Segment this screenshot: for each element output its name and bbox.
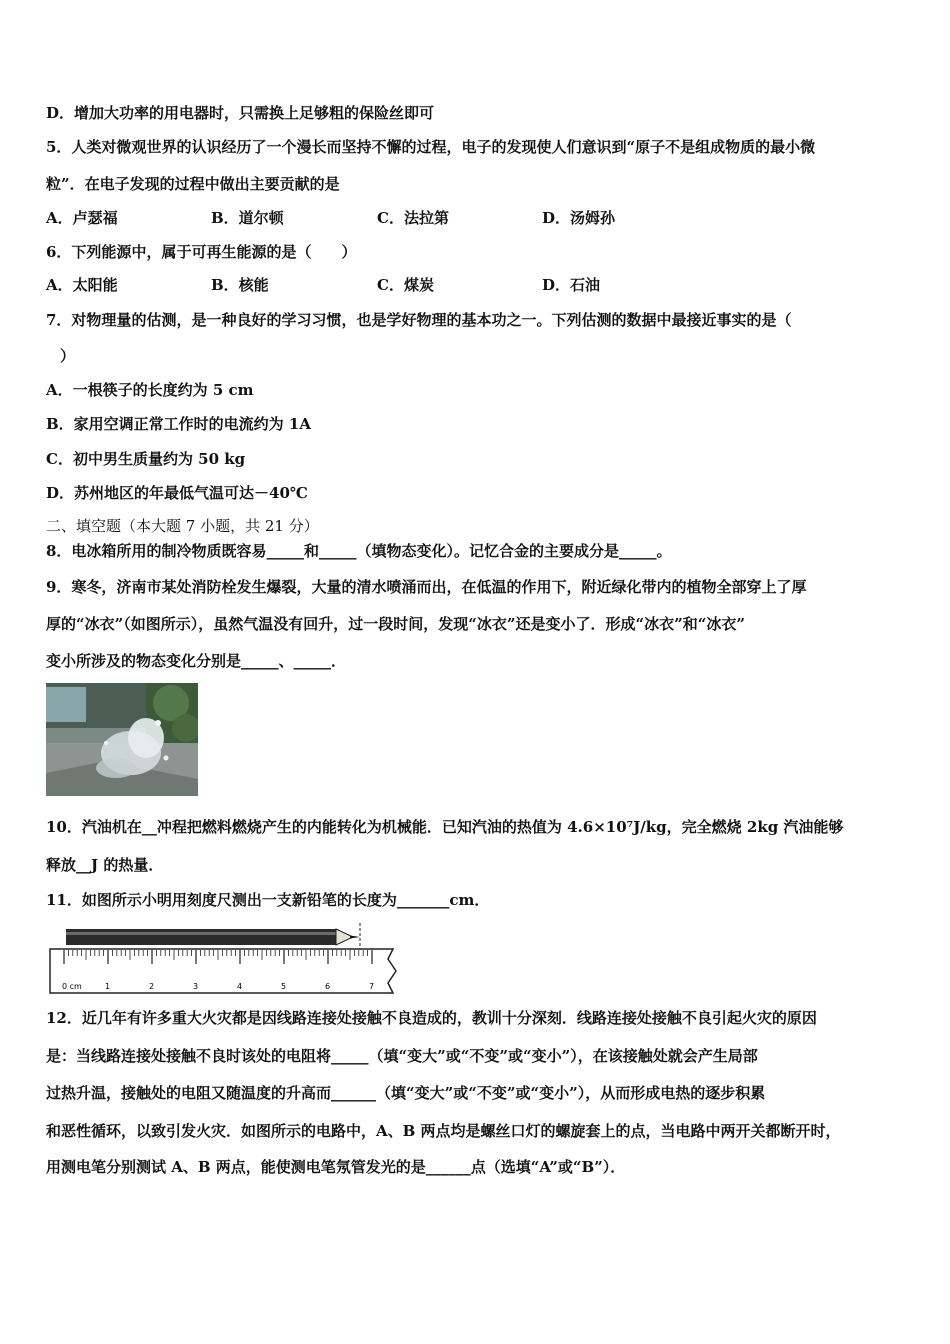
q5-option-c: C．法拉第 — [377, 209, 449, 227]
q10-stem-line1: 10．汽油机在__冲程把燃料燃烧产生的内能转化为机械能．已知汽油的热值为 4.6×10⁷J/kg，完全燃烧 2kg 汽油能够 — [46, 818, 844, 836]
q6-option-b: B．核能 — [211, 276, 269, 294]
q7-stem-line2: ） — [60, 347, 76, 365]
q7-option-b: B．家用空调正常工作时的电流约为 1A — [46, 415, 311, 433]
ruler-label-3: 3 — [193, 982, 199, 991]
ruler-label-6: 6 — [325, 982, 331, 991]
q6-option-c: C．煤炭 — [377, 276, 434, 294]
ruler-label-2: 2 — [149, 982, 155, 991]
q4-option-d: D．增加大功率的用电器时，只需换上足够粗的保险丝即可 — [46, 104, 435, 122]
q9-stem-line3: 变小所涉及的物态变化分别是_____、_____． — [46, 652, 347, 670]
ruler-label-1: 1 — [105, 982, 111, 991]
q9-stem-line2: 厚的“冰衣”（如图所示），虽然气温没有回升，过一段时间，发现“冰衣”还是变小了．形成“冰衣”和“冰衣” — [46, 615, 746, 633]
ruler-body — [50, 949, 396, 993]
q8-stem: 8．电冰箱所用的制冷物质既容易_____和_____（填物态变化）。记忆合金的主要成分是_____。 — [46, 542, 672, 560]
q7-option-a: A．一根筷子的长度约为 5 cm — [46, 381, 254, 399]
q9-stem-line1: 9．寒冬，济南市某处消防栓发生爆裂，大量的清水喷涌而出，在低温的作用下，附近绿化带内的植物全部穿上了厚 — [46, 578, 807, 596]
q12-stem-line4: 和恶性循环，以致引发火灾．如图所示的电路中，A、B 两点均是螺丝口灯的螺旋套上的点，当电路中两开关都断开时， — [46, 1122, 841, 1140]
ruler-label-0: 0 cm — [62, 982, 82, 991]
q5-option-d: D．汤姆孙 — [542, 209, 616, 227]
q6-stem: 6．下列能源中，属于可再生能源的是（ ） — [46, 243, 357, 261]
ruler-label-5: 5 — [281, 982, 287, 991]
q6-option-d: D．石油 — [542, 276, 601, 294]
q12-stem-line5: 用测电笔分别测试 A、B 两点，能使测电笔氖管发光的是______点（选填“A”或“B”）． — [46, 1158, 626, 1176]
q5-option-b: B．道尔顿 — [211, 209, 284, 227]
q11-pencil-ruler-figure — [48, 923, 400, 995]
q5-stem-line1: 5．人类对微观世界的认识经历了一个漫长而坚持不懈的过程，电子的发现使人们意识到“原子不是组成物质的最小微 — [46, 138, 816, 156]
q11-stem: 11．如图所示小明用刻度尺测出一支新铅笔的长度为_______cm． — [46, 891, 490, 909]
q6-option-a: A．太阳能 — [46, 276, 118, 294]
q12-stem-line3: 过热升温，接触处的电阻又随温度的升高而______（填“变大”或“不变”或“变小”），从而形成电热的逐步积累 — [46, 1084, 766, 1102]
q7-stem-line1: 7．对物理量的估测，是一种良好的学习习惯，也是学好物理的基本功之一。下列估测的数据中最接近事实的是（ — [46, 311, 792, 329]
q7-option-d: D．苏州地区的年最低气温可达－40℃ — [46, 484, 308, 502]
q10-stem-line2: 释放__J 的热量． — [46, 856, 164, 874]
q7-option-c: C．初中男生质量约为 50 kg — [46, 450, 246, 468]
q5-option-a: A．卢瑟福 — [46, 209, 118, 227]
ruler-label-4: 4 — [237, 982, 243, 991]
q9-ice-fountain-photo — [46, 683, 198, 796]
q12-stem-line2: 是：当线路连接处接触不良时该处的电阻将_____（填“变大”或“不变”或“变小”），在该接触处就会产生局部 — [46, 1047, 758, 1065]
q12-stem-line1: 12．近几年有许多重大火灾都是因线路连接处接触不良造成的，教训十分深刻．线路连接处接触不良引起火灾的原因 — [46, 1009, 817, 1027]
ruler-label-7: 7 — [369, 982, 375, 991]
q5-stem-line2: 粒”．在电子发现的过程中做出主要贡献的是 — [46, 175, 340, 193]
section-2-heading: 二、填空题（本大题 7 小题，共 21 分） — [46, 517, 319, 535]
pencil — [66, 929, 360, 945]
